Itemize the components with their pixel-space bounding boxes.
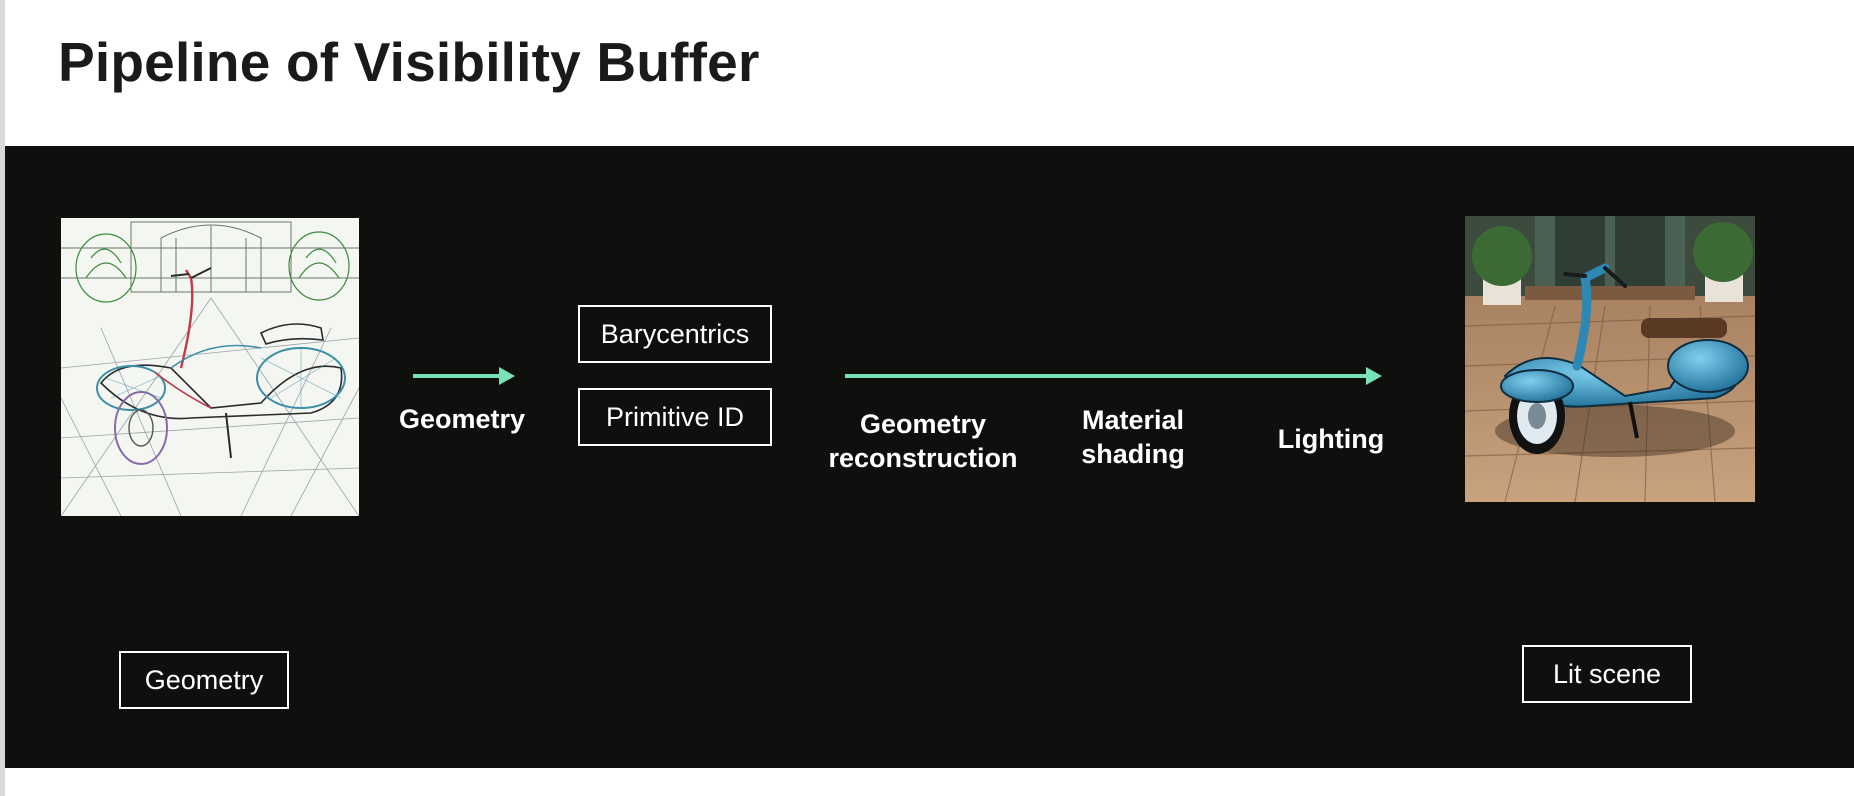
geometry-caption-box: Geometry [119,651,289,709]
lit-scooter-icon [1465,216,1755,502]
geometry-reconstruction-label: Geometry reconstruction [828,409,1018,473]
lighting-label: Lighting [1277,424,1385,454]
material-shading-label: Material shading [1081,405,1185,469]
primitive-id-box: Primitive ID [578,388,772,446]
wireframe-scooter-image [61,218,359,516]
lit-scene-caption-box: Lit scene [1522,645,1692,703]
geometry-pass-label: Geometry [398,404,526,434]
pipeline-diagram [5,146,1854,768]
wireframe-scooter-icon [61,218,359,516]
arrow-to-visibility-buffer [413,374,505,378]
lit-scooter-image [1465,216,1755,502]
slide-title: Pipeline of Visibility Buffer [58,31,760,93]
arrow-to-lit-scene [845,374,1372,378]
barycentrics-box: Barycentrics [578,305,772,363]
